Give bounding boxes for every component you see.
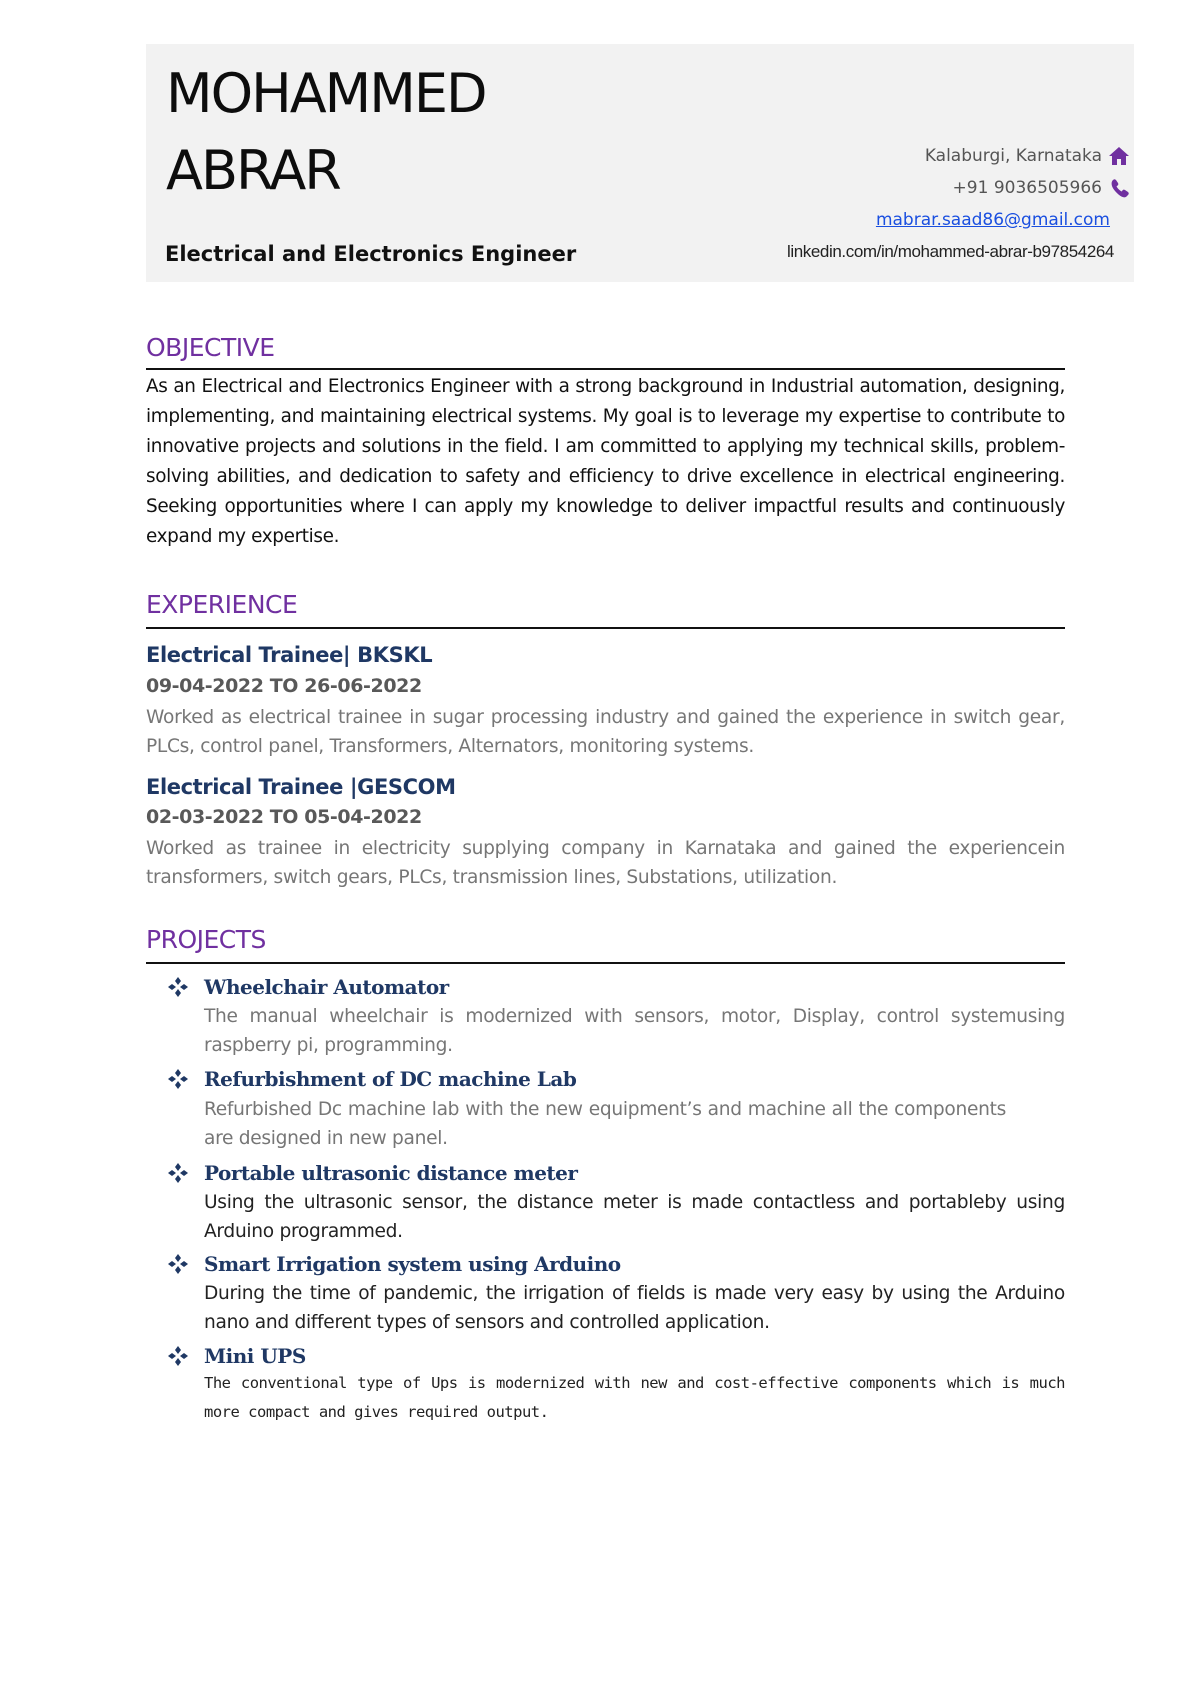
contact-phone [953, 178, 1130, 198]
objective-heading: OBJECTIVE [146, 333, 275, 362]
name-first: MOHAMMED [166, 62, 486, 125]
project-description: The manual wheelchair is modernized with sensors, motor, Display, control systemusing raspberry pi, programming. [204, 1006, 1065, 1056]
diamond-bullet-icon [167, 976, 189, 998]
job-dates: 02-03-2022 TO 05-04-2022 [146, 806, 422, 828]
job-description: Worked as trainee in electricity supplying company in Karnataka and gained the experiencein transformers, switch gears, PLCs, transmission lines, Substations, utilization. [146, 838, 1065, 888]
project-description: Refurbished Dc machine lab with the new equipment’s and machine all the components are designed in new panel. [204, 1099, 1006, 1149]
job-dates: 09-04-2022 TO 26-06-2022 [146, 675, 422, 697]
projects-divider [146, 962, 1065, 964]
home-icon [1108, 146, 1130, 166]
linkedin-text: linkedin.com/in/mohammed-abrar-b97854264 [786, 242, 1114, 261]
diamond-bullet-icon [167, 1162, 189, 1184]
professional-title: Electrical and Electronics Engineer [165, 242, 577, 266]
project-description: The conventional type of Ups is modernized with new and cost-effective components which is much more compact and gives required output. [204, 1374, 1065, 1421]
resume-header [146, 44, 1134, 282]
objective-text: As an Electrical and Electronics Engineer with a strong background in Industrial automation, designing, implementing, and maintaining electrical systems. My goal is to leverage my expertise to contribute to innovative projects and solutions in the field. I am committed to applying my technical skills, problem-solving abilities, and dedication to safety and efficiency to drive excellence in electrical engineering. Seeking opportunities where I can apply my knowledge to deliver impactful results and continuously expand my expertise. [146, 376, 1065, 547]
project-title: Mini UPS [204, 1344, 306, 1368]
name-last: ABRAR [166, 139, 340, 202]
phone-text: +91 9036505966 [952, 178, 1102, 198]
diamond-bullet-icon [167, 1068, 189, 1090]
project-description: During the time of pandemic, the irrigation of fields is made very easy by using the Arduino nano and different types of sensors and controlled application. [204, 1283, 1065, 1333]
job-description: Worked as electrical trainee in sugar processing industry and gained the experience in switch gear, PLCs, control panel, Transformers, Alternators, monitoring systems. [146, 707, 1065, 757]
project-title: Refurbishment of DC machine Lab [204, 1067, 577, 1091]
project-description: Using the ultrasonic sensor, the distance meter is made contactless and portableby using Arduino programmed. [204, 1192, 1065, 1242]
contact-linkedin [787, 242, 1114, 262]
job-title: Electrical Trainee| BKSKL [146, 643, 433, 667]
project-title: Portable ultrasonic distance meter [204, 1161, 578, 1185]
objective-divider [146, 368, 1065, 370]
project-title: Smart Irrigation system using Arduino [204, 1252, 621, 1276]
project-title: Wheelchair Automator [204, 975, 449, 999]
projects-heading: PROJECTS [146, 925, 266, 954]
contact-email[interactable] [876, 210, 1110, 230]
email-link[interactable]: mabrar.saad86@gmail.com [875, 210, 1110, 230]
location-text: Kalaburgi, Karnataka [924, 146, 1102, 166]
experience-divider [146, 627, 1065, 629]
job-title: Electrical Trainee |GESCOM [146, 775, 456, 799]
diamond-bullet-icon [167, 1253, 189, 1275]
phone-icon [1108, 178, 1130, 198]
experience-heading: EXPERIENCE [146, 590, 298, 619]
diamond-bullet-icon [167, 1345, 189, 1367]
contact-location [925, 146, 1130, 166]
